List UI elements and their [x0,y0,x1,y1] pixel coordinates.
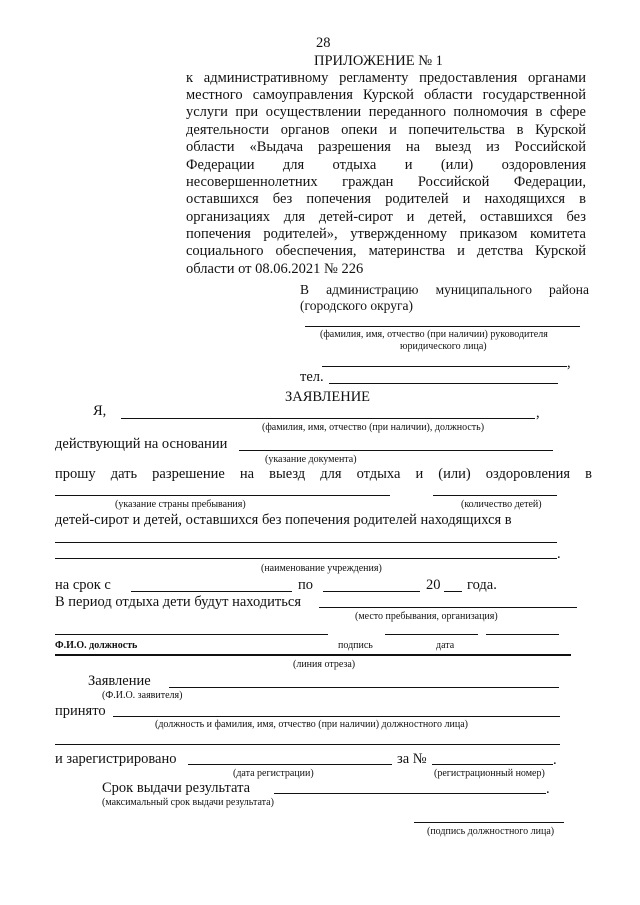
sign-fio-field[interactable] [55,634,328,635]
receipt-statement-label: Заявление [88,673,151,689]
i-label: Я, [93,403,107,419]
reg-period: . [553,752,557,768]
appendix-line: деятельности органов опеки и попечительства в Курской [186,122,586,138]
institution-caption: (наименование учреждения) [261,563,382,574]
reg-date-field[interactable] [188,764,392,765]
official-field-2[interactable] [55,744,560,745]
term-from-field[interactable] [131,591,292,592]
term-to-field[interactable] [323,591,420,592]
location-field[interactable] [319,607,577,608]
official-field[interactable] [113,716,560,717]
i-comma: , [536,405,540,421]
basis-caption: (указание документа) [265,454,357,465]
cut-line [55,654,571,656]
appendix-line: к административному регламенту предоставления органами [186,70,586,86]
address-comma: , [567,355,571,371]
appendix-line: местного самоуправления Курской области государственной [186,87,586,103]
appendix-line: несовершеннолетних граждан Российской Федерации, [186,174,586,190]
official-caption: (должность и фамилия, имя, отчество (при наличии) должностного лица) [155,719,468,730]
date-caption: дата [436,640,455,651]
appendix-line: услуги при осуществлении переданного полномочия в сфере [186,104,586,120]
address-field[interactable] [322,366,567,367]
appendix-title: ПРИЛОЖЕНИЕ № 1 [314,53,443,69]
appendix-line: социального обеспечения, материнства и детства Курской [186,243,586,259]
sign-date-field[interactable] [486,634,559,635]
country-caption: (указание страны пребывания) [115,499,246,510]
applicant-caption: (Ф.И.О. заявителя) [102,690,183,701]
addressee-line-2: (городского округа) [300,298,414,313]
deadline-caption: (максимальный срок выдачи результата) [102,797,274,808]
institution-period: . [557,546,561,562]
statement-title: ЗАЯВЛЕНИЕ [285,389,371,405]
head-caption-2: юридического лица) [400,341,487,352]
term-year-prefix: 20 [426,577,441,593]
head-name-field[interactable] [305,326,580,327]
basis-label: действующий на основании [55,436,228,452]
term-year-field[interactable] [444,591,462,592]
page-number: 28 [316,35,331,51]
accepted-label: принято [55,703,106,719]
sign-caption: подпись [338,640,373,651]
term-label: на срок с [55,577,111,593]
registered-label: и зарегистрировано [55,751,177,767]
location-caption: (место пребывания, организация) [355,611,498,622]
official-sign-field[interactable] [414,822,564,823]
appendix-line: области от 08.06.2021 № 226 [186,261,364,277]
reg-number-caption: (регистрационный номер) [434,768,545,779]
location-label: В период отдыха дети будут находиться [55,594,301,610]
tel-field[interactable] [329,383,558,384]
appendix-line: попечения родителей», утвержденному приказом комитета [186,226,586,242]
cut-line-caption: (линия отреза) [293,659,356,670]
basis-document-field[interactable] [239,450,553,451]
term-to-label: по [298,577,314,593]
sign-fio-caption: Ф.И.О. должность [55,640,138,651]
institution-field-1[interactable] [55,542,557,543]
applicant-field[interactable] [169,687,559,688]
tel-label: тел. [300,369,324,385]
reg-number-field[interactable] [432,764,553,765]
reg-date-caption: (дата регистрации) [233,768,314,779]
head-caption-1: (фамилия, имя, отчество (при наличии) руководителя [320,329,548,340]
appendix-line: области «Выдача разрешения на выезд из Российской [186,139,586,155]
children-count-caption: (количество детей) [461,499,542,510]
orphans-text: детей-сирот и детей, оставшихся без попечения родителей находящихся в [55,512,512,528]
number-label: за № [397,751,427,767]
children-count-field[interactable] [433,495,557,496]
term-year-suffix: года. [467,577,497,593]
appendix-line: организациях для детей-сирот и детей, оставшихся без [186,209,586,225]
institution-field-2[interactable] [55,558,557,559]
appendix-line: оставшихся без попечения родителей и находящихся в [186,191,586,207]
appendix-line: Федерации для отдыха и (или) оздоровления [186,157,586,173]
i-caption: (фамилия, имя, отчество (при наличии), должность) [262,422,485,433]
deadline-period: . [546,781,550,797]
official-sign-caption: (подпись должностного лица) [427,826,555,837]
request-text: прошу дать разрешение на выезд для отдыха и (или) оздоровления в [55,466,592,482]
addressee-line-1: В администрацию муниципального района [300,282,589,297]
sign-field[interactable] [385,634,478,635]
deadline-field[interactable] [274,793,546,794]
country-field[interactable] [55,495,390,496]
deadline-label: Срок выдачи результата [102,780,251,796]
applicant-name-field[interactable] [121,418,535,419]
